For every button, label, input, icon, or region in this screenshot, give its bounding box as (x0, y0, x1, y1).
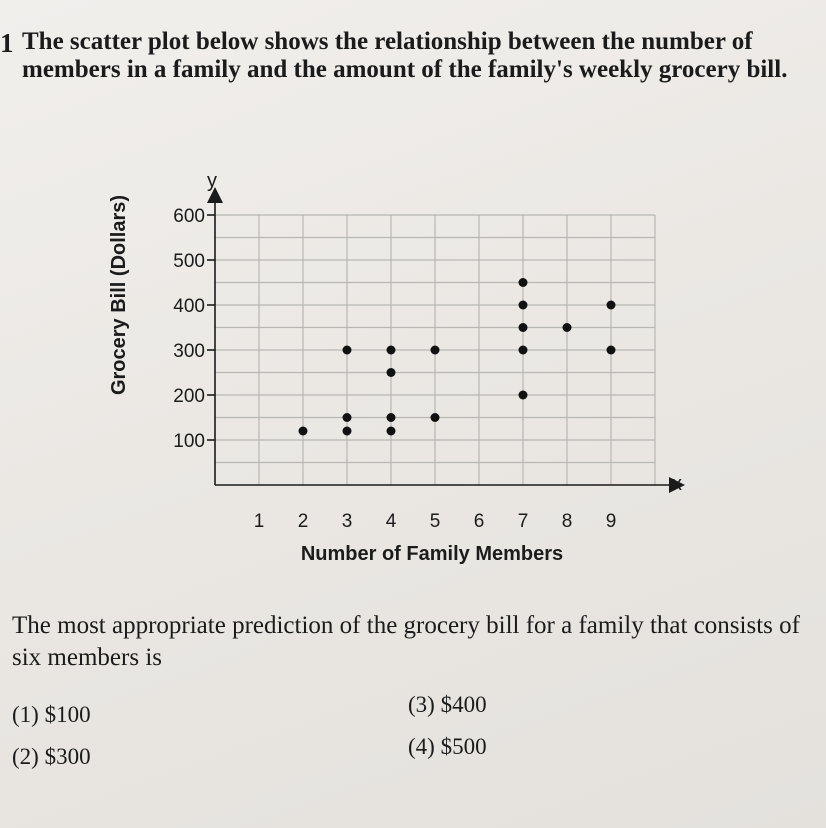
x-tick-label: 7 (517, 511, 529, 532)
data-point (563, 323, 572, 332)
y-tick-label: 400 (173, 296, 205, 317)
data-point (387, 346, 396, 355)
data-point (519, 278, 528, 287)
y-axis-letter: y (207, 170, 217, 192)
x-tick-label: 5 (429, 511, 441, 532)
data-point (431, 346, 440, 355)
data-point (607, 301, 616, 310)
data-point (431, 413, 440, 422)
x-axis-letter: x (672, 473, 682, 495)
data-point (519, 346, 528, 355)
data-point (299, 427, 308, 436)
data-point (343, 427, 352, 436)
question-prompt: The most appropriate prediction of the grocery bill for a family that consists of six members is (12, 612, 800, 671)
y-tick-label: 100 (173, 431, 205, 452)
x-tick-label: 6 (473, 511, 485, 532)
data-point (387, 427, 396, 436)
data-point (519, 323, 528, 332)
y-tick-label: 500 (173, 251, 205, 272)
data-point (387, 368, 396, 377)
x-axis-label: Number of Family Members (300, 543, 564, 565)
answer-choice-2[interactable]: (2) $300 (12, 744, 91, 769)
x-tick-label: 1 (253, 511, 265, 532)
scatter-plot (95, 160, 705, 585)
data-point (343, 346, 352, 355)
question-number: 1 (0, 28, 14, 58)
x-tick-label: 4 (385, 511, 397, 532)
data-point (343, 413, 352, 422)
question-text: The scatter plot below shows the relationship between the number of members in a family and the amount of the family's weekly grocery bill. (22, 28, 788, 83)
x-tick-label: 9 (605, 511, 617, 532)
y-tick-label: 300 (173, 341, 205, 362)
axes (215, 195, 677, 485)
answer-choice-1[interactable]: (1) $100 (12, 702, 91, 727)
x-tick-label: 8 (561, 511, 573, 532)
y-axis-label: Grocery Bill (Dollars) (108, 194, 130, 396)
x-tick-label: 3 (341, 511, 353, 532)
tick-labels (173, 206, 616, 532)
data-point (519, 391, 528, 400)
data-points (299, 278, 616, 436)
y-tick-label: 600 (173, 206, 205, 227)
answer-choice-4[interactable]: (4) $500 (408, 734, 487, 759)
x-tick-label: 2 (297, 511, 309, 532)
y-tick-label: 200 (173, 386, 205, 407)
data-point (607, 346, 616, 355)
answer-choice-3[interactable]: (3) $400 (408, 692, 487, 717)
data-point (519, 301, 528, 310)
scatter-plot-svg (95, 160, 705, 580)
data-point (387, 413, 396, 422)
